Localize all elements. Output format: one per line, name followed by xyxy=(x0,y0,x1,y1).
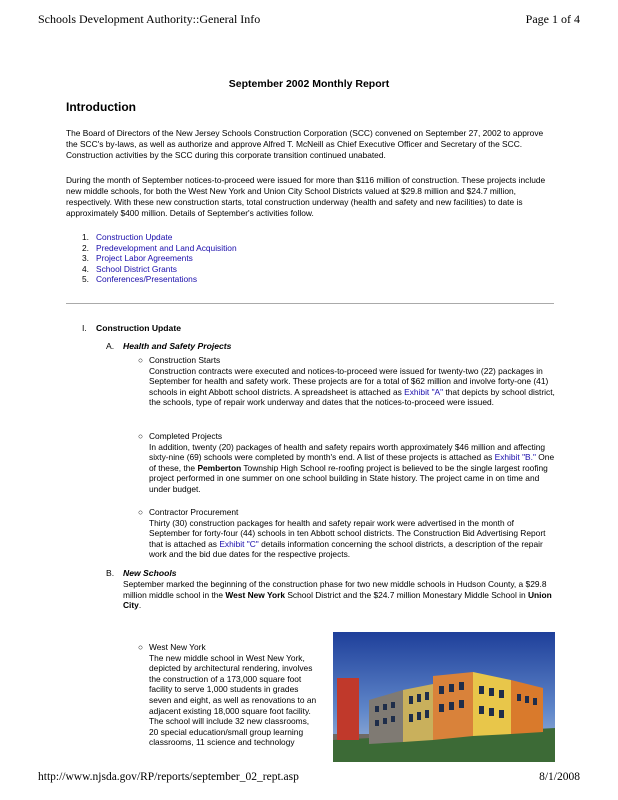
page-counter: Page 1 of 4 xyxy=(525,12,580,26)
toc-item: 1. Construction Update xyxy=(82,232,173,242)
page-title: Schools Development Authority::General Info xyxy=(38,12,261,26)
toc-link-conferences[interactable]: Conferences/Presentations xyxy=(96,274,198,284)
circle-bullet-icon: ○ xyxy=(138,642,144,652)
subsection-heading-a: A. Health and Safety Projects xyxy=(106,341,232,351)
toc-link-project-labor[interactable]: Project Labor Agreements xyxy=(96,253,193,263)
toc-link-construction-update[interactable]: Construction Update xyxy=(96,232,173,242)
toc-item: 3. Project Labor Agreements xyxy=(82,253,193,263)
page-url: http://www.njsda.gov/RP/reports/september_02_rept.asp xyxy=(38,771,299,783)
print-date: 8/1/2008 xyxy=(539,771,580,783)
architectural-rendering-image xyxy=(333,632,555,762)
report-title: September 2002 Monthly Report xyxy=(228,78,390,90)
bullet-completed-projects: ○ Completed Projects In addition, twenty (20) packages of health and safety repairs worth approximately $46 million and affecting sixty-nine (69) schools were completed by month's end. A list of these projects is attached as Exhibit "B." One of these, the Pemberton Township High School re-roofing project is believed to be the single largest roofing project performed in one summer on one school building in State history. The project came in on time and under budget. xyxy=(138,431,555,494)
exhibit-c-link[interactable]: Exhibit "C" xyxy=(219,538,259,549)
intro-paragraph-1: The Board of Directors of the New Jersey Schools Construction Corporation (SCC) convened on September 27, 2002 to approve the SCC's by-laws, as well as authorize and approve Alfred T. McNeill as Chief Executive Officer and Secretary of the SCC. Construction activities by the SCC during this corporate transition continued unabated. xyxy=(66,128,544,160)
divider xyxy=(66,303,554,304)
bullet-construction-starts: ○ Construction Starts Construction contracts were executed and notices-to-proceed were issued for twenty-two (22) packages in September for health and safety work. These projects are for a total of $62 million and involve forty-one (41) schools in eight Abbott school districts. A spreadsheet is attached as Exhibit "A" that depicts by school district, the schools, type of repair work underway and dates that the notices-to-proceed were issued. xyxy=(138,355,555,408)
exhibit-b-link[interactable]: Exhibit "B." xyxy=(494,452,536,463)
toc-item: 4. School District Grants xyxy=(82,263,177,274)
section-heading: I. Construction Update xyxy=(82,323,181,333)
bullet-west-new-york: ○ West New York The new middle school in West New York, depicted by architectural rendering, involves the construction of a 173,000 square foot facility to serve 1,000 students in grades seven and eight, as well as renovations to an adjacent existing 18,000 square foot facility. The school will include 32 new classrooms, 20 special education/small group learning classrooms, 11 science and technology xyxy=(138,642,317,748)
circle-bullet-icon: ○ xyxy=(138,431,144,441)
toc-link-district-grants[interactable]: School District Grants xyxy=(96,263,177,274)
bullet-contractor-procurement: ○ Contractor Procurement Thirty (30) construction packages for health and safety repair work were advertised in the month of September for forty-four (44) schools in ten Abbott school districts. The Construction Bid Advertising Report that is attached as Exhibit "C" details information concerning the school districts, a description of the repair work and the bid due dates for the respective projects. xyxy=(138,507,546,560)
print-header xyxy=(38,12,580,27)
intro-paragraph-2: During the month of September notices-to-proceed were issued for more than $116 million of construction. These projects include new middle schools, for both the West New York and Union City School Districts valued at $29.8 million and $24.7 million, respectively. With these new construction starts, total construction underway (health and safety and new facilities) to date is approximately $400 million. Details of September's activities follow. xyxy=(66,175,546,218)
circle-bullet-icon: ○ xyxy=(138,355,144,365)
new-schools-paragraph: September marked the beginning of the construction phase for two new middle schools in Hudson County, a $29.8 million middle school in the West New York School District and the $24.7 million Monestary Middle School in Union City. xyxy=(123,579,552,611)
toc-item: 5. Conferences/Presentations xyxy=(82,274,198,284)
circle-bullet-icon: ○ xyxy=(138,507,144,517)
subsection-heading-b: B. New Schools xyxy=(106,568,177,578)
intro-heading: Introduction xyxy=(66,100,136,114)
print-footer xyxy=(38,771,580,783)
toc-item: 2. Predevelopment and Land Acquisition xyxy=(82,242,237,253)
toc-link-predevelopment[interactable]: Predevelopment and Land Acquisition xyxy=(96,242,237,253)
exhibit-a-link[interactable]: Exhibit "A" xyxy=(404,386,444,397)
table-of-contents xyxy=(82,232,237,285)
